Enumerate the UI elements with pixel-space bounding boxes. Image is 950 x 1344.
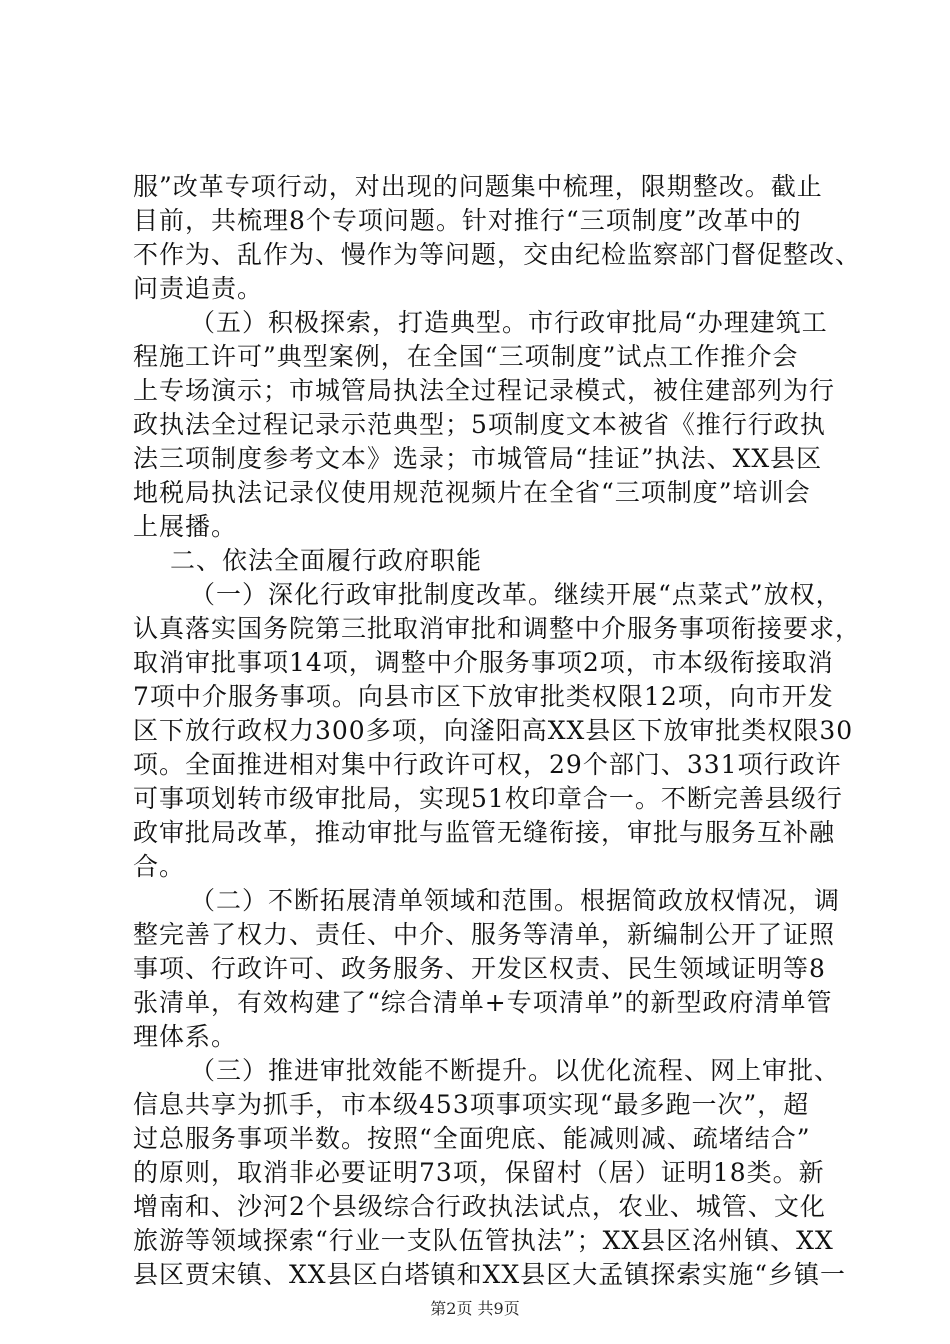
text-line: 地税局执法记录仪使用规范视频片在全省“三项制度”培训会 (133, 478, 811, 507)
section-heading-5: （五）积极探索，打造典型。市行政审批局“办理建筑工 (190, 308, 828, 337)
section-heading-2: （二）不断拓展清单领域和范围。根据简政放权情况，调 (190, 886, 841, 915)
text-line: 不作为、乱作为、慢作为等问题，交由纪检监察部门督促整改、 (133, 240, 862, 269)
text-line: 信息共享为抓手，市本级453项事项实现“最多跑一次”，超 (133, 1090, 810, 1119)
text-line: 法三项制度参考文本》选录；市城管局“挂证”执法、XX县区 (133, 444, 823, 473)
text-line: 政审批局改革，推动审批与监管无缝衔接，审批与服务互补融 (133, 818, 836, 847)
text-line: 增南和、沙河2个县级综合行政执法试点，农业、城管、文化 (133, 1192, 826, 1221)
text-line: 上专场演示；市城管局执法全过程记录模式，被住建部列为行 (133, 376, 836, 405)
text-line: 事项、行政许可、政务服务、开发区权责、民生领域证明等8 (133, 954, 826, 983)
text-line: 旅游等领域探索“行业一支队伍管执法”；XX县区洺州镇、XX (133, 1226, 834, 1255)
text-line: 项。全面推进相对集中行政许可权，29个部门、331项行政许 (133, 750, 842, 779)
text-line: 政执法全过程记录示范典型；5项制度文本被省《推行行政执 (133, 410, 826, 439)
text-line: 过总服务事项半数。按照“全面兜底、能减则减、疏堵结合” (133, 1124, 811, 1153)
text-line: 区下放行政权力300多项，向滏阳高XX县区下放审批类权限30 (133, 716, 854, 745)
text-line: 张清单，有效构建了“综合清单+专项清单”的新型政府清单管 (133, 988, 833, 1017)
section-heading-1: （一）深化行政审批制度改革。继续开展“点菜式”放权， (190, 580, 842, 609)
text-line: 认真落实国务院第三批取消审批和调整中介服务事项衔接要求， (133, 614, 862, 643)
text-line: 合。 (133, 852, 186, 881)
text-line: 县区贾宋镇、XX县区白塔镇和XX县区大孟镇探索实施“乡镇一 (133, 1260, 846, 1289)
section-title-2: 二、依法全面履行政府职能 (170, 546, 483, 575)
text-line: 的原则，取消非必要证明73项，保留村（居）证明18类。新 (133, 1158, 825, 1187)
text-line: 上展播。 (133, 512, 238, 541)
text-line: 目前，共梳理8个专项问题。针对推行“三项制度”改革中的 (133, 206, 802, 235)
text-line: 7项中介服务事项。向县市区下放审批类权限12项，向市开发 (133, 682, 834, 711)
text-line: 程施工许可”典型案例，在全国“三项制度”试点工作推介会 (133, 342, 799, 371)
section-heading-3: （三）推进审批效能不断提升。以优化流程、网上审批、 (190, 1056, 841, 1085)
text-line: 整完善了权力、责任、中介、服务等清单，新编制公开了证照 (133, 920, 836, 949)
page-footer: 第2页 共9页 (430, 1299, 520, 1318)
text-line: 问责追责。 (133, 274, 264, 303)
text-line: 理体系。 (133, 1022, 238, 1051)
text-line: 服”改革专项行动，对出现的问题集中梳理，限期整改。截止 (133, 172, 823, 201)
text-line: 可事项划转市级审批局，实现51枚印章合一。不断完善县级行 (133, 784, 843, 813)
text-line: 取消审批事项14项，调整中介服务事项2项，市本级衔接取消 (133, 648, 834, 677)
